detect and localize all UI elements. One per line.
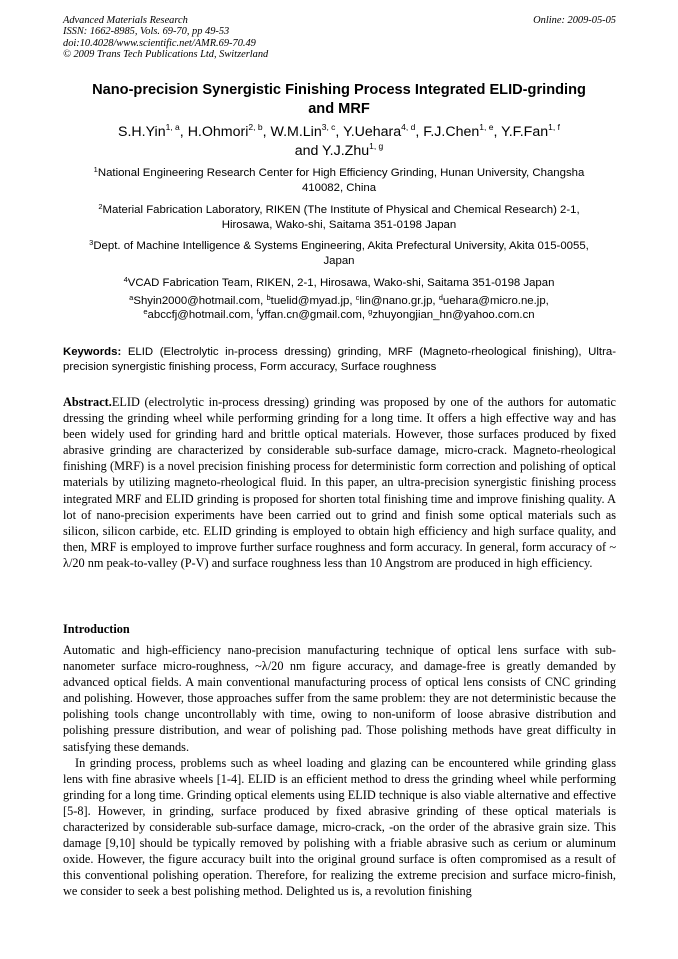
author-affil-sup: 1, e bbox=[479, 122, 494, 132]
author-separator: , bbox=[335, 124, 344, 140]
affiliation-1 bbox=[60, 166, 618, 195]
abstract-text: ELID (electrolytic in-process dressing) grinding was proposed by one of the authors for automatic dressing the grinding wheel while performing grinding for a long time. It offers a high effective way and has been widely used for grinding hard and brittle optical materials. However, those surfaces produced by fixed abrasive grinding are characterized by considerable sub-surface damage, micro-crack. Magneto-rheological finishing (MRF) is a novel precision finishing process for deterministic form correction and polishing of optical materials by utilizing magneto-rheological fluid. In this paper, an ultra-precision synergistic finishing process integrated MRF and ELID grinding is proposed for shorten total finishing time and improve finishing quality. A lot of nano-precision experiments have been carried out to grind and finish some optical materials such as silicon, silicon carbide, etc. ELID grinding is employed to obtain high efficiency and high surface quality, and then, MRF is employed to improve further surface roughness and form accuracy. In general, form accuracy of ~ λ/20 nm peak-to-valley (P-V) and surface roughness less than 10 Angstrom are produced in high efficiency. bbox=[63, 395, 616, 570]
author-name: Y.F.Fan bbox=[501, 124, 549, 140]
author-affil-sup: 1, a bbox=[165, 122, 180, 132]
keywords-label: Keywords: bbox=[63, 346, 122, 358]
email-address: tuelid@myad.jp, bbox=[270, 295, 356, 307]
affiliation-4 bbox=[60, 276, 618, 291]
keywords-section bbox=[63, 345, 616, 374]
author-line bbox=[60, 123, 618, 142]
journal-name: Advanced Materials Research bbox=[63, 15, 188, 26]
copyright-line: © 2009 Trans Tech Publications Ltd, Switzerland bbox=[63, 49, 269, 61]
author-name: F.J.Chen bbox=[423, 124, 480, 140]
affiliation-number: 1 bbox=[93, 165, 98, 174]
journal-header bbox=[63, 15, 616, 61]
email-line bbox=[60, 306, 618, 323]
email-address: zhuyongjian_hn@yahoo.com.cn bbox=[372, 308, 535, 321]
affiliation-number: 2 bbox=[98, 202, 103, 211]
author-name: and Y.J.Zhu bbox=[294, 143, 370, 159]
email-address: abccfj@hotmail.com, bbox=[147, 308, 257, 321]
author-separator: , bbox=[493, 124, 502, 140]
author-separator: , bbox=[415, 124, 424, 140]
introduction-body bbox=[63, 642, 616, 900]
title-line: Nano-precision Synergistic Finishing Process Integrated ELID-grinding bbox=[92, 82, 586, 98]
email-sup: e bbox=[143, 306, 148, 316]
author-affil-sup: 1, g bbox=[369, 141, 384, 151]
author-affil-sup: 3, c bbox=[321, 122, 336, 132]
author-affil-sup: 1, f bbox=[548, 122, 560, 132]
email-address: yffan.cn@gmail.com, bbox=[258, 308, 369, 321]
affiliation-text: Material Fabrication Laboratory, RIKEN (The Institute of Physical and Chemical Research) 2-1, bbox=[102, 204, 580, 216]
email-sup: a bbox=[129, 293, 134, 302]
doi-line: doi:10.4028/www.scientific.net/AMR.69-70.49 bbox=[63, 37, 256, 49]
keywords-text: ELID (Electrolytic in-process dressing) grinding, MRF (Magneto-rheological finishing), Ultra- precision synergistic finishing process, Form accuracy, Surface roughness bbox=[63, 346, 617, 373]
email-sup: b bbox=[266, 293, 271, 302]
abstract-label: Abstract. bbox=[63, 395, 112, 409]
affiliation-text: Japan bbox=[323, 254, 355, 267]
affiliation-number: 4 bbox=[123, 275, 128, 284]
email-sup: g bbox=[368, 306, 373, 316]
email-address: Shyin2000@hotmail.com, bbox=[133, 295, 267, 307]
author-affil-sup: 4, d bbox=[401, 122, 416, 132]
affiliation-2 bbox=[60, 203, 618, 232]
author-affil-sup: 2, b bbox=[248, 122, 263, 132]
author-line bbox=[60, 142, 618, 161]
affiliation-text: Hirosawa, Wako-shi, Saitama 351-0198 Japan bbox=[221, 218, 457, 231]
abstract-section bbox=[63, 394, 616, 571]
title-line: and MRF bbox=[308, 101, 370, 117]
affiliation-3 bbox=[60, 239, 618, 268]
email-sup: d bbox=[438, 293, 443, 302]
email-sup: c bbox=[355, 293, 360, 302]
introduction-paragraph: Automatic and high-efficiency nano-precision manufacturing technique of optical lens surface with sub-nanometer surface micro-roughness, ~λ/20 nm figure accuracy, and damage-free is greatly demanded by advanced optical fields. A main conventional manufacturing process of optical lens consists of CNC grinding and polishing. However, those approaches suffer from the same problem: they are not deterministic because the polishing tools change uncontrollably with time, owing to non-uniform of loose abrasive distribution and polishing pressure distribution, and wear of polishing pad. Those polishing methods have great difficulty in satisfying these demands. bbox=[63, 643, 616, 754]
author-name: W.M.Lin bbox=[270, 124, 322, 140]
author-separator: , bbox=[179, 124, 188, 140]
affiliation-text: Dept. of Machine Intelligence & Systems Engineering, Akita Prefectural University, Akita 015-0055, bbox=[93, 240, 589, 252]
email-address: lin@nano.gr.jp, bbox=[359, 295, 439, 307]
online-date: Online: 2009-05-05 bbox=[533, 15, 616, 26]
issn-line: ISSN: 1662-8985, Vols. 69-70, pp 49-53 bbox=[63, 26, 230, 38]
affiliation-number: 3 bbox=[89, 238, 94, 247]
author-name: S.H.Yin bbox=[118, 124, 166, 140]
introduction-paragraph: In grinding process, problems such as wheel loading and glazing can be encountered while grinding glass lens with fine abrasive wheels [1-4]. ELID is an efficient method to dress the grinding wheel while performing grinding for a long time. Grinding optical elements using ELID technique is also viable alternative and effective [5-8]. However, in grinding, surface produced by fixed abrasive grinding of these optical materials is characterized by considerable sub-surface damage, micro-crack, -on the order of the abrasive grain size. This damage [9,10] should be typically removed by polishing with a friable abrasive such as cerium or aluminum oxide. However, the figure accuracy built into the original ground surface is often compromised as a result of this conventional polishing operation. Therefore, for realizing the extreme precision and surface micro-finish, we consider to seek a best polishing method. Delighted us is, a revolution finishing bbox=[63, 755, 616, 899]
affiliation-text: 410082, China bbox=[301, 181, 377, 194]
affiliation-text: National Engineering Research Center for High Efficiency Grinding, Hunan University, Changsha bbox=[97, 167, 585, 179]
affiliation-text: VCAD Fabrication Team, RIKEN, 2-1, Hirosawa, Wako-shi, Saitama 351-0198 Japan bbox=[127, 277, 555, 289]
author-separator: , bbox=[262, 124, 271, 140]
author-list bbox=[60, 123, 618, 161]
introduction-heading: Introduction bbox=[63, 622, 130, 636]
author-name: Y.Uehara bbox=[343, 124, 402, 140]
email-address: uehara@micro.ne.jp, bbox=[442, 295, 549, 307]
author-name: H.Ohmori bbox=[187, 124, 249, 140]
author-emails bbox=[60, 295, 618, 322]
paper-title bbox=[60, 81, 618, 119]
email-sup: f bbox=[256, 306, 259, 316]
